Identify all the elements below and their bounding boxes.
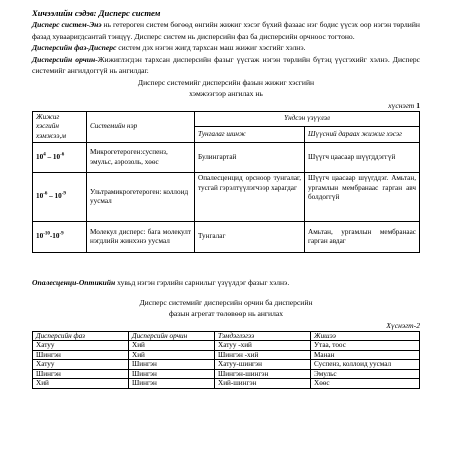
table-row [33, 143, 420, 173]
table1-cell-transparency: Опалесценцид орсноор тунгалаг, тусгай гэрэлтүүлэгчээр харагдаг [195, 173, 305, 222]
definition-opalescence: хувьд нэгэн гэрлийн сарнилыг үзүүлдэг фазыг хэлнэ. [115, 278, 290, 287]
table-row [33, 222, 420, 253]
table1-cell-filtration: Шүүгч цаасаар шүүгддэггүй [305, 143, 420, 173]
table1-cell-size: $10^4 - 10^{-6}$ [33, 143, 87, 173]
table1-label [32, 100, 420, 111]
table1-cell-transparency: Тунгалаг [195, 222, 305, 253]
section-heading: Хичээлийн сэдэв: Дисперс систем [32, 8, 161, 18]
table2-cell-medium: Хий [129, 341, 215, 351]
table2-cell-phase: Хатуу [33, 341, 129, 351]
table2-cell-notation: Хатуу-шингэн [215, 360, 311, 370]
table1-label-word: хүснэгт [388, 100, 415, 110]
table2-cell-phase: Хий [33, 379, 129, 389]
table1-caption-line2: хэмжээгээр ангилах нь [189, 89, 263, 98]
table2-label: Хүснэгт-2 [386, 320, 420, 330]
table1-caption-line1: Дисперс системийг дисперсийн фазын жижиг хэсгийн [137, 77, 315, 87]
table1-cell-name: Молекул дисперс: бага молекулт нэгдлийн жинхэнэ уусмал [87, 222, 195, 253]
definition-dispersed-phase: систем дэх нэгэн жигд тархсан маш жижиг хэсгийг хэлнэ. [116, 43, 306, 52]
table-row [33, 341, 420, 351]
table1-header-size: Жижиг хэсгийн хэмжээ,м [33, 111, 87, 143]
paragraph-dispersed-phase [32, 42, 420, 54]
table1-header-filtration: Шүүсний дараах жижиг хэсэг [305, 127, 420, 143]
table1-header-name: Системийн нэр [87, 111, 195, 143]
table1-cell-filtration: Амьтан, ургамлын мембранаас гарган авдаг [305, 222, 420, 253]
term-disperse-system: Дисперс систем-Энэ [32, 20, 102, 29]
table2-header-row [33, 331, 420, 341]
table2-cell-medium: Шингэн [129, 360, 215, 370]
paragraph-disperse-system [32, 19, 420, 42]
term-opalescence: Опалесценци-Оптикийн [32, 278, 116, 287]
table2-cell-example: Утаа, тоос [311, 341, 420, 351]
table1-cell-name: Микрогетероген:суспенз, эмульс, аэрозоль, хөөс [87, 143, 195, 173]
table-row [33, 369, 420, 379]
table-row [33, 173, 420, 222]
definition-dispersion-medium: Жижиглэгдэн тархсан дисперсийн фазыг үүсгаж нэгэн төрлийн бүтэц үүсгэхийг хэлнэ. Дисперс системийг ангилдоггүй нь ангилдаг. [32, 54, 420, 75]
table1-label-number: 1 [416, 100, 420, 110]
table2-cell-example: Хөөс [311, 379, 420, 389]
table2-caption-line2: фазын агрегат төлөвөөр нь ангилах [168, 309, 284, 318]
table2-cell-example: Эмульс [311, 369, 420, 379]
table2-cell-phase: Хатуу [33, 360, 129, 370]
definition-disperse-system: нь гетероген систем бөгөөд өнгийн жижиг хэсэг бүхий фазаас нэг бодис үүсэх оор нэгэн төрлийн фазад хувааригдсантай тэнцүү. Дисперс систем нь дисперсийн фаз ба дисперсийн орчноос тогтоно. [32, 20, 420, 41]
table2-cell-example: Суспенз, коллоид уусмал [311, 360, 420, 370]
table2-cell-medium: Шингэн [129, 369, 215, 379]
table2-cell-notation: Хатуу -хий [215, 341, 311, 351]
table-row [33, 360, 420, 370]
table-aggregate-state-classification [32, 331, 420, 389]
table1-cell-size: $10^{-10}-10^{-9}$ [33, 222, 87, 253]
term-dispersion-medium: Дисперсийн орчин- [32, 54, 98, 64]
table1-header-props: Үндсэн үзүүлэл [195, 111, 420, 127]
table2-cell-phase: Шингэн [33, 369, 129, 379]
document-page [32, 8, 420, 389]
table2-cell-example: Манан [311, 350, 420, 360]
table-row [33, 350, 420, 360]
table-row [33, 379, 420, 389]
term-dispersed-phase: Дисперсийн фаз-Дисперс [32, 43, 117, 52]
table-particle-size-classification [32, 111, 420, 254]
table2-header-example: Жишээ [311, 331, 420, 341]
table1-cell-name: Ультрамикрогетероген: коллоид уусмал [87, 173, 195, 222]
table2-cell-phase: Шингэн [33, 350, 129, 360]
table2-caption-line1: Дисперс системийг дисперсийн орчин ба дисперсийн [139, 297, 313, 307]
table2-cell-notation: Хий-шингэн [215, 379, 311, 389]
table2-header-phase: Дисперсийн фаз [33, 331, 129, 341]
table1-header-transparency: Тунгалаг шинж [195, 127, 305, 143]
table1-cell-filtration: Шүүгч цаасаар шүүгддэг. Амьтан, ургамлын мембранаас гарган авч болдоггүй [305, 173, 420, 222]
table2-cell-notation: Шингэн -хий [215, 350, 311, 360]
table1-cell-transparency: Булингартай [195, 143, 305, 173]
table2-cell-medium: Хий [129, 350, 215, 360]
table2-cell-notation: Шингэн-шингэн [215, 369, 311, 379]
table2-cell-medium: Шингэн [129, 379, 215, 389]
table1-cell-size: $10^{-6} - 10^{-9}$ [33, 173, 87, 222]
paragraph-opalescence [32, 277, 420, 289]
paragraph-dispersion-medium [32, 54, 420, 77]
table2-header-notation: Тэмдэглэгээ [215, 331, 311, 341]
table1-header-row [33, 111, 420, 127]
table2-header-medium: Дисперсийн орчин [129, 331, 215, 341]
